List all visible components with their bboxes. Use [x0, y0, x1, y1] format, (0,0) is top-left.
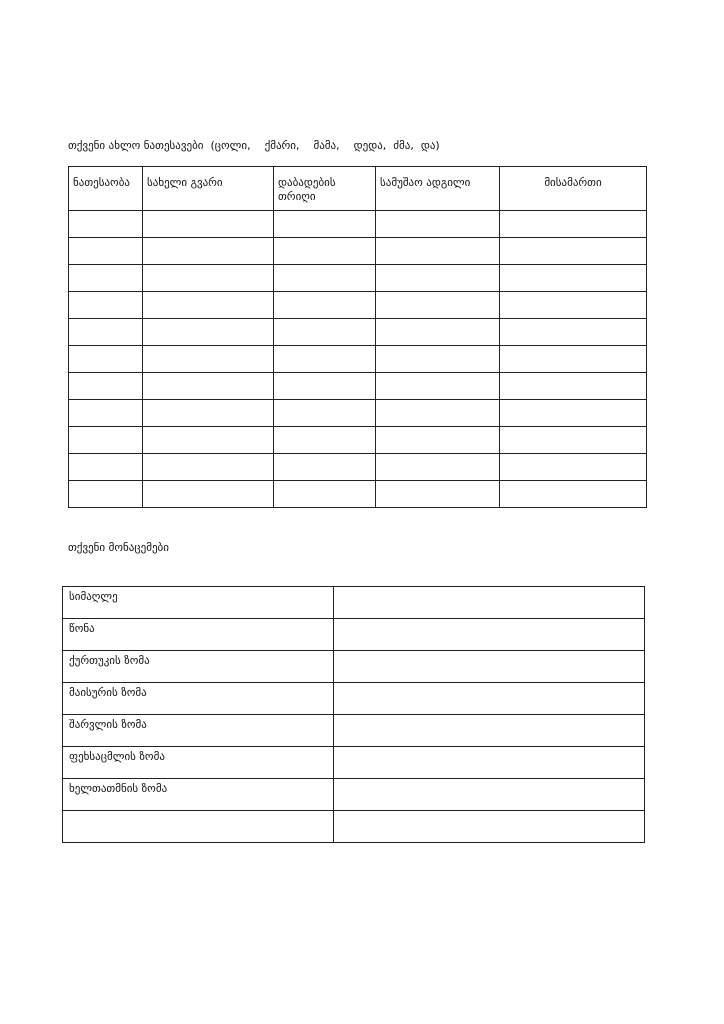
- table-row: [69, 292, 647, 319]
- table-row: [69, 211, 647, 238]
- field-value[interactable]: [334, 811, 645, 843]
- workplace-cell[interactable]: [376, 427, 500, 454]
- table-row: [63, 779, 645, 811]
- birth-date-cell[interactable]: [274, 400, 376, 427]
- workplace-cell[interactable]: [376, 238, 500, 265]
- table-row: [69, 400, 647, 427]
- relatives-header-row: [69, 167, 647, 211]
- address-cell[interactable]: [500, 265, 647, 292]
- field-value[interactable]: [334, 715, 645, 747]
- full-name-cell[interactable]: [143, 265, 274, 292]
- workplace-cell[interactable]: [376, 319, 500, 346]
- table-row: [69, 373, 647, 400]
- table-row: [63, 747, 645, 779]
- relation-cell[interactable]: [69, 319, 143, 346]
- field-value[interactable]: [334, 779, 645, 811]
- table-row: [69, 481, 647, 508]
- full-name-cell[interactable]: [143, 211, 274, 238]
- table-row: [69, 319, 647, 346]
- field-value[interactable]: [334, 747, 645, 779]
- relation-cell[interactable]: [69, 346, 143, 373]
- table-row: [63, 683, 645, 715]
- birth-date-cell[interactable]: [274, 211, 376, 238]
- relatives-table: [68, 166, 647, 508]
- address-cell[interactable]: [500, 346, 647, 373]
- table-row: [63, 619, 645, 651]
- address-cell[interactable]: [500, 427, 647, 454]
- workplace-cell[interactable]: [376, 373, 500, 400]
- full-name-cell[interactable]: [143, 427, 274, 454]
- address-cell[interactable]: [500, 211, 647, 238]
- field-value[interactable]: [334, 683, 645, 715]
- column-header-address: მისამართი: [500, 167, 647, 211]
- workplace-cell[interactable]: [376, 454, 500, 481]
- field-label: ფეხსაცმლის ზომა: [63, 747, 334, 779]
- column-header-birth-date: დაბადების თრიღი: [274, 167, 376, 211]
- relatives-heading: თქვენი ახლო ნათესავები (ცოლი, ქმარი, მამა, დედა, ძმა, და): [68, 139, 440, 152]
- table-row: [69, 346, 647, 373]
- table-row: [63, 651, 645, 683]
- table-row: [69, 454, 647, 481]
- address-cell[interactable]: [500, 238, 647, 265]
- field-label: წონა: [63, 619, 334, 651]
- workplace-cell[interactable]: [376, 400, 500, 427]
- full-name-cell[interactable]: [143, 481, 274, 508]
- column-header-relation: ნათესაობა: [69, 167, 143, 211]
- field-value[interactable]: [334, 619, 645, 651]
- personal-data-table: [62, 586, 645, 843]
- table-row: [63, 715, 645, 747]
- workplace-cell[interactable]: [376, 346, 500, 373]
- relation-cell[interactable]: [69, 211, 143, 238]
- full-name-cell[interactable]: [143, 454, 274, 481]
- workplace-cell[interactable]: [376, 481, 500, 508]
- address-cell[interactable]: [500, 373, 647, 400]
- table-row: [69, 427, 647, 454]
- relation-cell[interactable]: [69, 238, 143, 265]
- field-label: მაისურის ზომა: [63, 683, 334, 715]
- relation-cell[interactable]: [69, 427, 143, 454]
- column-header-workplace: სამუშაო ადგილი: [376, 167, 500, 211]
- address-cell[interactable]: [500, 454, 647, 481]
- address-cell[interactable]: [500, 481, 647, 508]
- relation-cell[interactable]: [69, 481, 143, 508]
- birth-date-cell[interactable]: [274, 238, 376, 265]
- birth-date-cell[interactable]: [274, 427, 376, 454]
- full-name-cell[interactable]: [143, 292, 274, 319]
- full-name-cell[interactable]: [143, 373, 274, 400]
- full-name-cell[interactable]: [143, 400, 274, 427]
- relation-cell[interactable]: [69, 400, 143, 427]
- table-row: [63, 587, 645, 619]
- field-label: ხელთათმნის ზომა: [63, 779, 334, 811]
- full-name-cell[interactable]: [143, 319, 274, 346]
- table-row: [69, 238, 647, 265]
- relation-cell[interactable]: [69, 373, 143, 400]
- full-name-cell[interactable]: [143, 238, 274, 265]
- relation-cell[interactable]: [69, 265, 143, 292]
- table-row: [63, 811, 645, 843]
- birth-date-cell[interactable]: [274, 292, 376, 319]
- field-label: შარვლის ზომა: [63, 715, 334, 747]
- address-cell[interactable]: [500, 400, 647, 427]
- field-label: [63, 811, 334, 843]
- workplace-cell[interactable]: [376, 211, 500, 238]
- birth-date-cell[interactable]: [274, 454, 376, 481]
- address-cell[interactable]: [500, 319, 647, 346]
- birth-date-cell[interactable]: [274, 373, 376, 400]
- field-value[interactable]: [334, 651, 645, 683]
- birth-date-cell[interactable]: [274, 481, 376, 508]
- address-cell[interactable]: [500, 292, 647, 319]
- field-label: სიმაღლე: [63, 587, 334, 619]
- workplace-cell[interactable]: [376, 265, 500, 292]
- field-value[interactable]: [334, 587, 645, 619]
- relation-cell[interactable]: [69, 454, 143, 481]
- column-header-full-name: სახელი გვარი: [143, 167, 274, 211]
- birth-date-cell[interactable]: [274, 265, 376, 292]
- full-name-cell[interactable]: [143, 346, 274, 373]
- personal-data-heading: თქვენი მონაცემები: [68, 541, 169, 554]
- relation-cell[interactable]: [69, 292, 143, 319]
- birth-date-cell[interactable]: [274, 346, 376, 373]
- field-label: ქურთუკის ზომა: [63, 651, 334, 683]
- birth-date-cell[interactable]: [274, 319, 376, 346]
- table-row: [69, 265, 647, 292]
- workplace-cell[interactable]: [376, 292, 500, 319]
